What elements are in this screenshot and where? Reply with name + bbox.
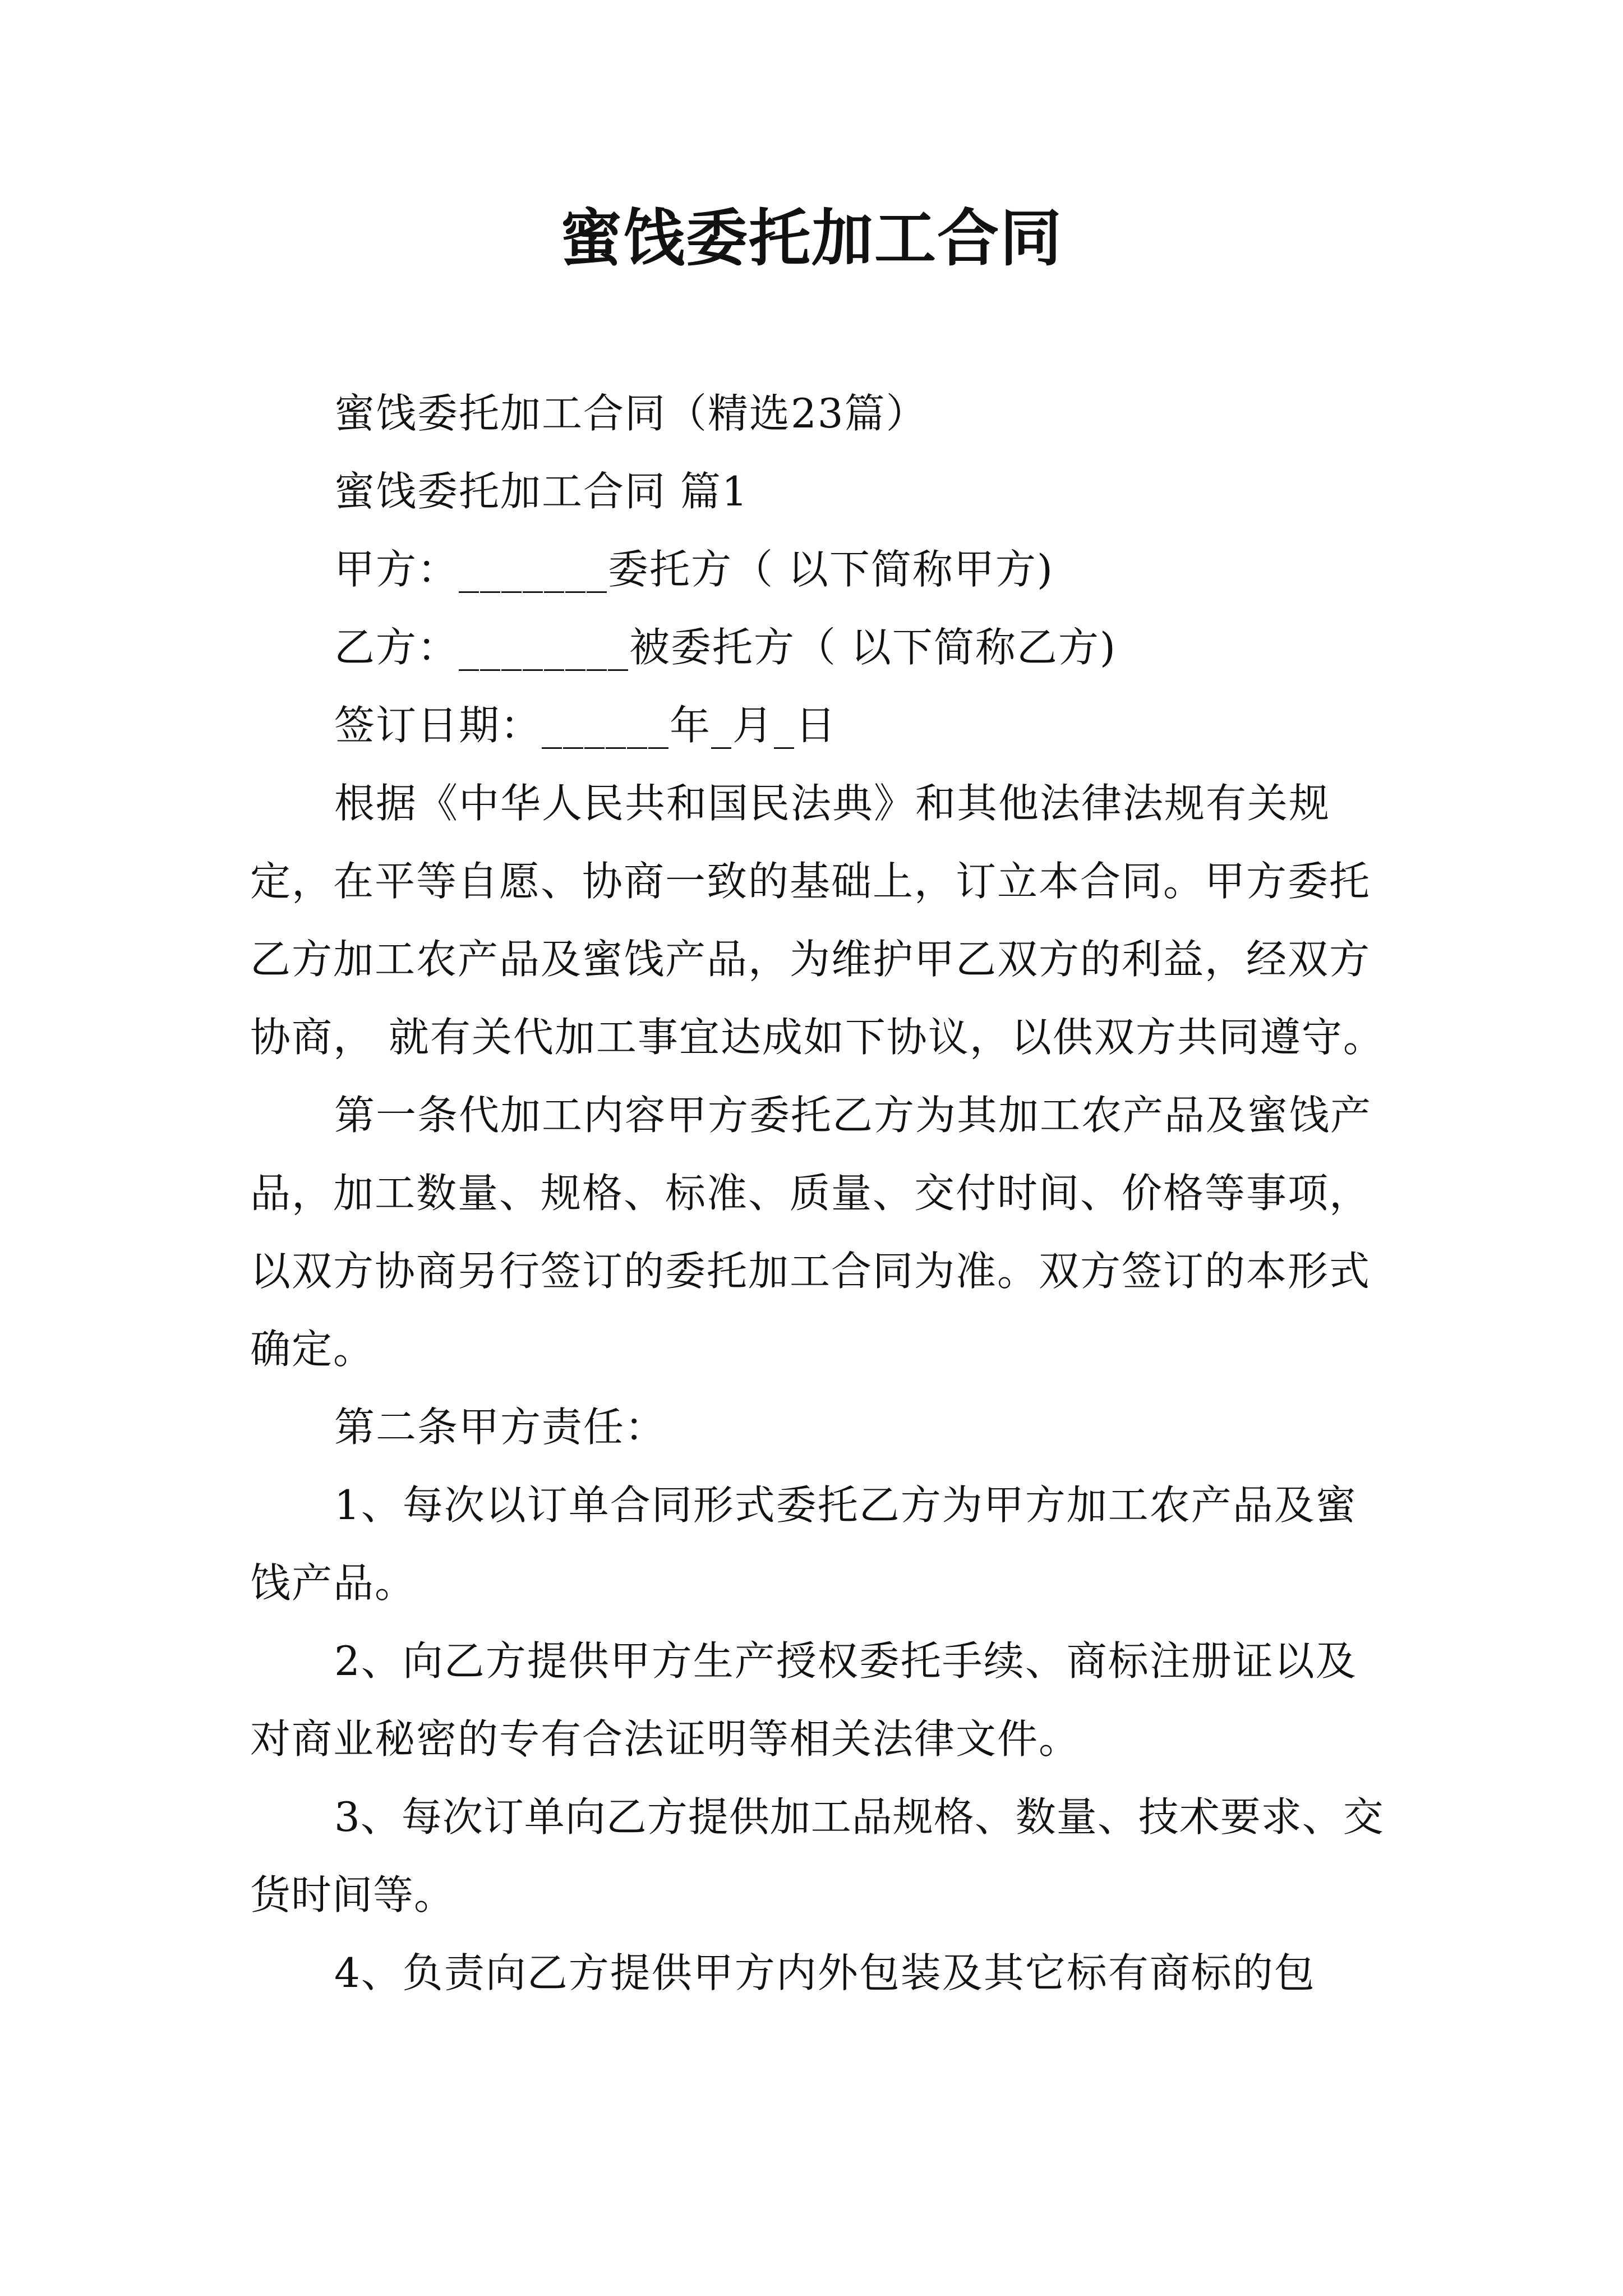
paragraph-item-4: 4、负责向乙方提供甲方内外包装及其它标有商标的包 xyxy=(334,1949,1316,1996)
paragraph-party-a: 甲方：_______委托方（ 以下简称甲方) xyxy=(334,546,1054,593)
paragraph-signing-date: 签订日期：______年_月_日 xyxy=(334,702,837,749)
paragraph-article-2-heading: 第二条甲方责任： xyxy=(334,1404,667,1451)
paragraph-section-heading: 蜜饯委托加工合同 篇1 xyxy=(334,468,749,515)
paragraph-subtitle: 蜜饯委托加工合同（精选23篇） xyxy=(334,390,928,437)
paragraph-item-3: 3、每次订单向乙方提供加工品规格、数量、技术要求、交货时间等。 xyxy=(250,1793,1384,1918)
paragraph-item-2: 2、向乙方提供甲方生产授权委托手续、商标注册证以及对商业秘密的专有合法证明等相关法律文件。 xyxy=(250,1637,1357,1763)
document-title: 蜜饯委托加工合同 xyxy=(560,202,1063,274)
paragraph-item-1: 1、每次以订单合同形式委托乙方为甲方加工农产品及蜜饯产品。 xyxy=(250,1481,1357,1607)
paragraph-party-b: 乙方：________被委托方（ 以下简称乙方) xyxy=(334,624,1117,671)
paragraph-preamble: 根据《中华人民共和国民法典》和其他法律法规有关规定，在平等自愿、协商一致的基础上，订立本合同。甲方委托乙方加工农产品及蜜饯产品，为维护甲乙双方的利益，经双方协商， 就有关代加工事宜达成如下协议，以供双方共同遵守。 xyxy=(250,780,1385,1061)
paragraph-article-1: 第一条代加工内容甲方委托乙方为其加工农产品及蜜饯产品，加工数量、规格、标准、质量、交付时间、价格等事项，以双方协商另行签订的委托加工合同为准。双方签订的本形式确定。 xyxy=(250,1092,1372,1373)
document-body xyxy=(250,375,1389,2012)
